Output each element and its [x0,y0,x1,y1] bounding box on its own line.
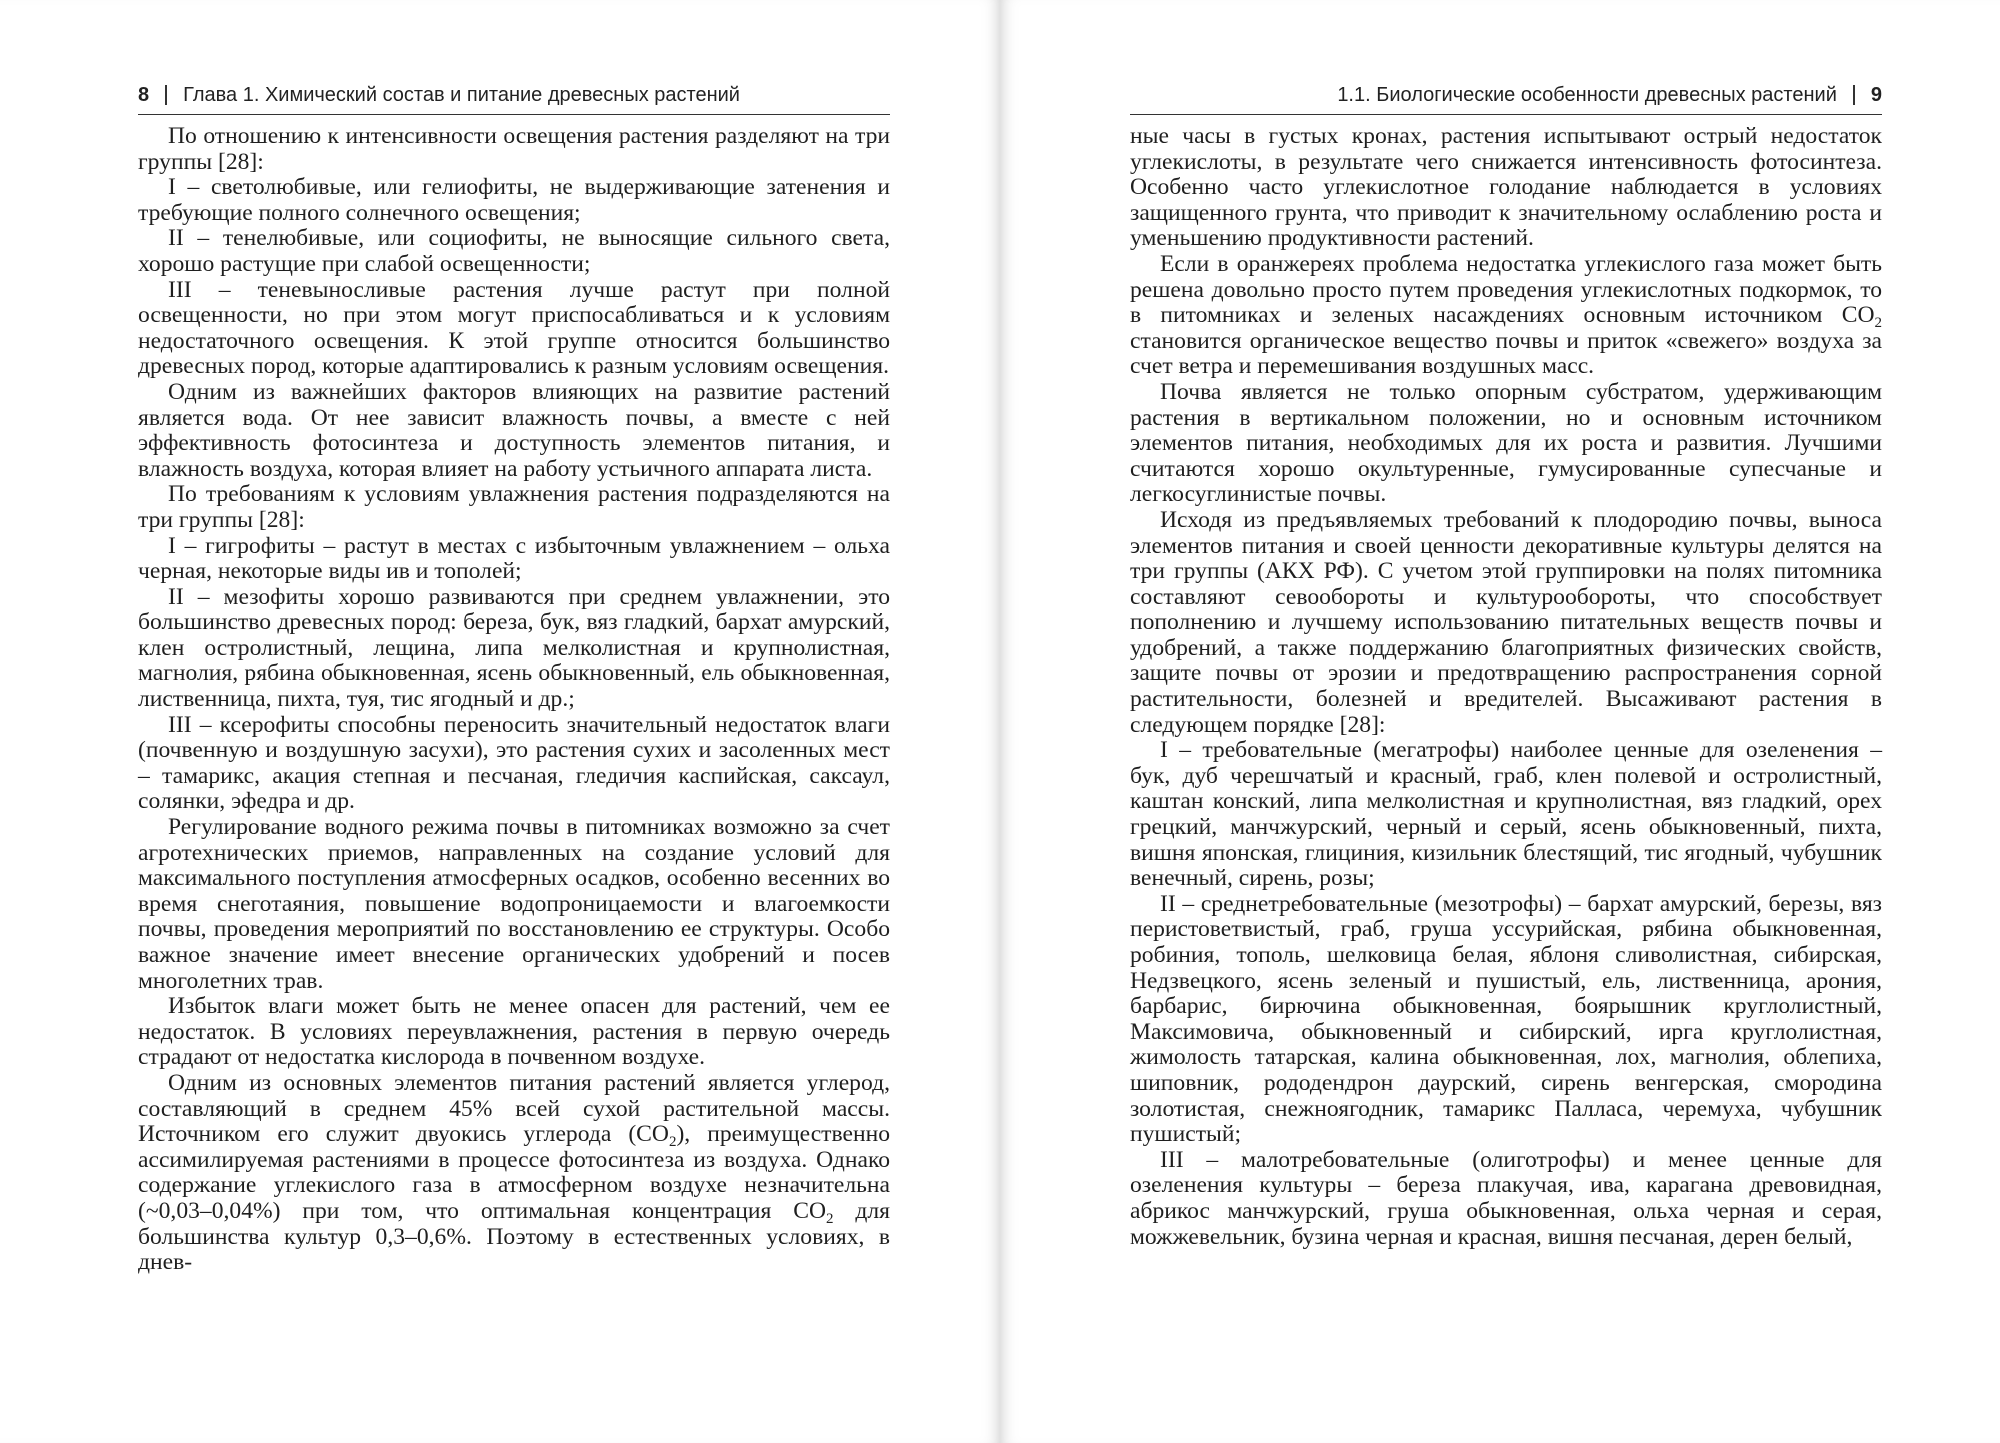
right-page-text [1130,124,1882,1250]
page-number: 8 [138,83,150,106]
header-divider [1853,85,1855,105]
paragraph: I – гигрофиты – растут в местах с избыточным увлажнением – ольха черная, некоторые виды ив и тополей; [138,532,890,585]
paragraph-continued: ные часы в густых кронах, растения испытывают острый недостаток углекислоты, в результате чего снижается интенсивность фотосинтеза. Особенно часто углекислотное голодание наблюдается в условиях защищенного грунта, что приводит к значительному ослаблению роста и уменьшению продуктивности растений. [1130,123,1882,252]
paragraph: II – мезофиты хорошо развиваются при среднем увлажнении, это большинство древесных пород: береза, бук, вяз гладкий, бархат амурский, клен остролистный, лещина, липа мелколистная и крупнолистная, магнолия, рябина обыкновенная, ясень обыкновенный, ель обыкновенная, лиственница, пихта, туя, тис ягодный и др.; [138,583,890,713]
text-span: Если в оранжереях проблема недостатка углекислого газа может быть решена довольно просто путем проведения углекислотных подкормок, то в питомниках и зеленых насаждениях основным источником CO [1130,250,1882,329]
paragraph: Исходя из предъявляемых требований к плодородию почвы, выноса элементов питания и своей ценности декоративные культуры делятся на три группы (АКХ РФ). С учетом этой группировки на полях питомника составляют севообороты и культурообороты, что способствует пополнению и лучшему использованию питательных веществ почвы и удобрений, а также поддержанию благоприятных физических свойств, защите почвы от эрозии и предотвращению распространения сорной растительности, болезней и вредителей. Высаживают растения в следующем порядке [28]: [1130,506,1882,738]
chapter-title: Глава 1. Химический состав и питание древесных растений [183,83,740,106]
paragraph: Избыток влаги может быть не менее опасен для растений, чем ее недостаток. В условиях переувлажнения, растения в первую очередь страдают от недостатка кислорода в почвенном воздухе. [138,993,890,1071]
text-span: становится органическое вещество почвы и приток «свежего» воздуха за счет ветра и перемешивания воздушных масс. [1130,327,1882,380]
text-span: ), преимущественно ассимилируемая растениями в процессе фотосинтеза из воздуха. Однако содержание углекислого газа в атмосферном воздухе незначительна (~0,03–0,04%) при том, что оптимальная концентрация CO [138,1121,891,1224]
paragraph: III – теневыносливые растения лучше растут при полной освещенности, но при этом могут приспосабливаться и к условиям недостаточного освещения. К этой группе относится большинство древесных пород, которые адаптировались к разным условиям освещения. [138,276,890,380]
paragraph: II – тенелюбивые, или социофиты, не выносящие сильного света, хорошо растущие при слабой освещенности; [138,225,890,277]
paragraph: Одним из важнейших факторов влияющих на развитие растений является вода. От нее зависит влажность почвы, а вместе с ней эффективность фотосинтеза и доступность элементов питания, и влажность воздуха, которая влияет на работу устьичного аппарата листа. [138,378,890,482]
paragraph: Почва является не только опорным субстратом, удерживающим растения в вертикальном положении, но и основным источником элементов питания, необходимых для их роста и развития. Лучшими считаются хорошо окультуренные, гумусированные супесчаные и легкосуглинистые почвы. [1130,378,1882,508]
subscript: 2 [668,1134,677,1151]
section-title: 1.1. Биологические особенности древесных растений [1337,83,1837,106]
header-divider [165,85,167,105]
paragraph: I – требовательные (мегатрофы) наиболее ценные для озеленения – бук, дуб черешчатый и красный, граб, клен полевой и остролистный, каштан конский, липа мелколистная и крупнолистная, вяз гладкий, орех грецкий, манчжурский, черный и серый, ясень обыкновенный, пихта, вишня японская, глициния, кизильник блестящий, тис ягодный, чубушник венечный, сирень, розы; [1130,737,1882,892]
left-page-text [138,124,890,1276]
paragraph: По отношению к интенсивности освещения растения разделяют на три группы [28]: [138,123,890,175]
paragraph: III – ксерофиты способны переносить значительный недостаток влаги (почвенную и воздушную засухи), это растения сухих и засоленных мест – тамарикс, акация степная и песчаная, гледичия каспийская, саксаул, солянки, эфедра и др. [138,711,890,815]
paragraph-co2 [1130,252,1882,380]
text-span: для большинства культур 0,3–0,6%. Поэтому в естественных условиях, в днев- [138,1197,890,1276]
right-running-head [1130,80,1882,115]
text-span: Одним из основных элементов питания растений является углерод, составляющий в среднем 45% всей сухой растительной массы. Источником его служит двуокись углерода (CO [138,1069,890,1148]
left-running-head [138,80,890,115]
paragraph-carbon [138,1071,890,1276]
right-page [1000,0,2000,1443]
page-number: 9 [1870,83,1882,106]
subscript: 2 [1874,315,1882,332]
subscript: 2 [826,1210,834,1227]
paragraph: I – светолюбивые, или гелиофиты, не выдерживающие затенения и требующие полного солнечного освещения; [138,174,890,226]
paragraph: Регулирование водного режима почвы в питомниках возможно за счет агротехнических приемов, направленных на создание условий для максимального поступления атмосферных осадков, особенно весенних во время снеготаяния, повышение водопроницаемости и влагоемкости почвы, проведения мероприятий по восстановлению ее структуры. Особо важное значение имеет внесение органических удобрений и посев многолетних трав. [138,814,890,994]
paragraph: II – среднетребовательные (мезотрофы) – бархат амурский, березы, вяз перистоветвистый, граб, груша уссурийская, рябина обыкновенная, робиния, тополь, шелковица белая, яблоня сливолистная, сибирская, Недзвецкого, ясень зеленый и пушистый, ель, лиственница, арония, барбарис, бирючина обыкновенная, боярышник круглолистный, Максимовича, обыкновенный и сибирский, ирга круглолистная, жимолость татарская, калина обыкновенная, лох, магнолия, облепиха, шиповник, рододендрон даурский, сирень венгерская, смородина золотистая, снежноягодник, тамарикс Палласа, черемуха, чубушник пушистый; [1130,890,1882,1148]
paragraph: По требованиям к условиям увлажнения растения подразделяются на три группы [28]: [138,481,890,533]
paragraph: III – малотребовательные (олиготрофы) и менее ценные для озеленения культуры – береза плакучая, ива, карагана древовидная, абрикос манчжурский, груша обыкновенная, ольха черная и серая, можжевельник, бузина черная и красная, вишня песчаная, дерен белый, [1130,1146,1882,1250]
